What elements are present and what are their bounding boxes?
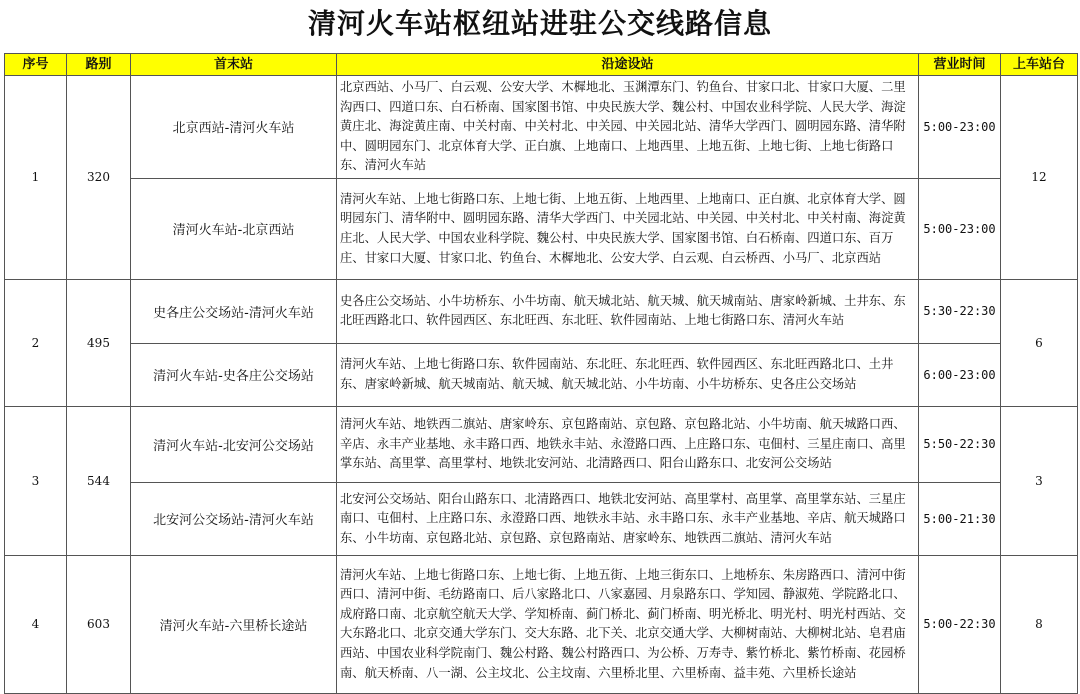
line-terminals: 北京西站-清河火车站: [131, 76, 337, 179]
line-hours: 5:30-22:30: [919, 279, 1001, 343]
line-seq: 3: [5, 406, 67, 555]
line-terminals: 清河火车站-史各庄公交场站: [131, 343, 337, 406]
line-station: 8: [1001, 555, 1078, 693]
table-row: [5, 178, 1078, 279]
header-terminals: 首末站: [131, 54, 337, 76]
line-hours: 5:00-22:30: [919, 555, 1001, 693]
line-hours: 5:00-23:00: [919, 178, 1001, 279]
header-station: 上车站台: [1001, 54, 1078, 76]
line-hours: 5:00-21:30: [919, 482, 1001, 555]
line-terminals: 清河火车站-北安河公交场站: [131, 406, 337, 482]
line-seq: 4: [5, 555, 67, 693]
header-stops: 沿途设站: [337, 54, 919, 76]
line-route: 544: [67, 406, 131, 555]
line-stops: 清河火车站、上地七街路口东、上地七街、上地五街、上地三街东口、上地桥东、朱房路西口、清河中街西口、清河中街、毛纺路南口、后八家路北口、八家嘉园、月泉路东口、学知园、静淑苑、学院路北口、成府路口南、北京航空航天大学、学知桥南、蓟门桥北、蓟门桥南、明光桥北、明光村、明光村西站、交大东路北口、北京交通大学东门、交大东路、北下关、北京交通大学、大柳树南站、大柳树北站、皂君庙西站、中国农业科学院南门、魏公村路、魏公村路西口、为公桥、万寿寺、紫竹桥北、紫竹桥南、花园桥南、航天桥南、八一湖、公主坟北、公主坟南、六里桥北里、六里桥南、益丰苑、六里桥长途站: [337, 555, 919, 693]
table-row: [5, 482, 1078, 555]
line-route: 320: [67, 76, 131, 280]
table-row: [5, 343, 1078, 406]
line-hours: 6:00-23:00: [919, 343, 1001, 406]
table-row: [5, 406, 1078, 482]
table-row: [5, 76, 1078, 179]
line-station: 3: [1001, 406, 1078, 555]
line-stops: 北安河公交场站、阳台山路东口、北清路西口、地铁北安河站、高里掌村、高里掌、高里掌东站、三星庄南口、屯佃村、上庄路口东、永澄路口西、地铁永丰站、永丰路口东、永丰产业基地、辛店、航天城路口东、小牛坊南、京包路北站、京包路、京包路南站、唐家岭东、地铁西二旗站、清河火车站: [337, 482, 919, 555]
line-seq: 1: [5, 76, 67, 280]
header-hours: 营业时间: [919, 54, 1001, 76]
header-route: 路别: [67, 54, 131, 76]
table-header-row: [5, 54, 1078, 76]
bus-route-table: [4, 53, 1078, 694]
line-stops: 清河火车站、上地七街路口东、上地七街、上地五街、上地西里、上地南口、正白旗、北京体育大学、圆明园东门、清华附中、圆明园东路、清华大学西门、中关园北站、中关园、中关村北、中关村南、海淀黄庄北、人民大学、中国农业科学院、魏公村、中央民族大学、国家图书馆、白石桥南、四道口东、百万庄、甘家口大厦、甘家口北、钓鱼台、木樨地北、公安大学、白云观、白云桥西、小马厂、北京西站: [337, 178, 919, 279]
table-row: [5, 555, 1078, 693]
page-title: 清河火车站枢纽站进驻公交线路信息: [307, 7, 772, 40]
line-terminals: 史各庄公交场站-清河火车站: [131, 279, 337, 343]
line-stops: 北京西站、小马厂、白云观、公安大学、木樨地北、玉渊潭东门、钓鱼台、甘家口北、甘家口大厦、二里沟西口、四道口东、白石桥南、国家图书馆、中央民族大学、魏公村、中国农业科学院、人民大学、海淀黄庄北、海淀黄庄南、中关村南、中关村北、中关园、中关园北站、清华大学西门、圆明园东路、清华附中、圆明园东门、北京体育大学、正白旗、上地南口、上地西里、上地五街、上地七街、上地七街路口东、清河火车站: [337, 76, 919, 179]
table-row: [5, 279, 1078, 343]
line-stops: 史各庄公交场站、小牛坊桥东、小牛坊南、航天城北站、航天城、航天城南站、唐家岭新城、土井东、东北旺西路北口、软件园西区、东北旺西、东北旺、软件园南站、上地七街路口东、清河火车站: [337, 279, 919, 343]
line-terminals: 北安河公交场站-清河火车站: [131, 482, 337, 555]
line-route: 603: [67, 555, 131, 693]
line-seq: 2: [5, 279, 67, 406]
header-seq: 序号: [5, 54, 67, 76]
line-route: 495: [67, 279, 131, 406]
line-hours: 5:50-22:30: [919, 406, 1001, 482]
line-station: 6: [1001, 279, 1078, 406]
line-station: 12: [1001, 76, 1078, 280]
line-hours: 5:00-23:00: [919, 76, 1001, 179]
line-stops: 清河火车站、上地七街路口东、软件园南站、东北旺、东北旺西、软件园西区、东北旺西路北口、土井东、唐家岭新城、航天城南站、航天城、航天城北站、小牛坊南、小牛坊桥东、史各庄公交场站: [337, 343, 919, 406]
line-terminals: 清河火车站-六里桥长途站: [131, 555, 337, 693]
line-terminals: 清河火车站-北京西站: [131, 178, 337, 279]
line-stops: 清河火车站、地铁西二旗站、唐家岭东、京包路南站、京包路、京包路北站、小牛坊南、航天城路口西、辛店、永丰产业基地、永丰路口西、地铁永丰站、永澄路口西、上庄路口东、屯佃村、三星庄南口、高里掌东站、高里掌、高里掌村、地铁北安河站、北清路西口、阳台山路东口、北安河公交场站: [337, 406, 919, 482]
